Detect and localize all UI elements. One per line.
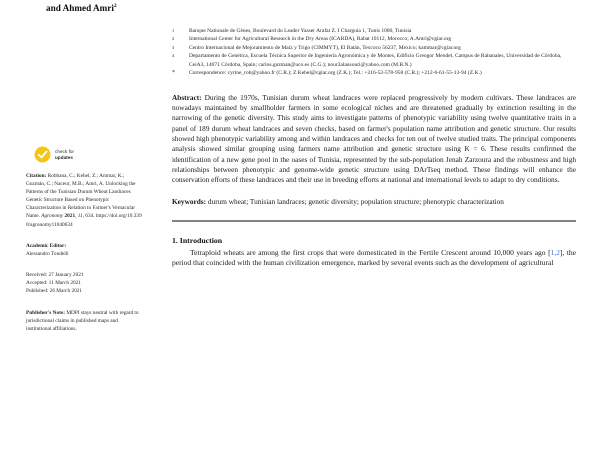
abstract-text: During the 1970s, Tunisian durum wheat landraces were replaced progressively by modern cultivars. These landraces are nowadays maintained by smallholder farmers in some ecological niches and are threatened gradually by extinction resulting in the narrowing of the genetic diversity. This study aims to investigate patterns of phenotypic variability using twelve quantitative traits in a panel of 189 durum wheat landraces and seven checks, based on farmer's population name attribution and genetic structure. Our results showed high phenotypic variability among and within landraces and checks for ten out of twelve studied traits. The principal components analysis showed similar grouping using farmers name attribution and genetic structure using K = 6. These results confirmed the identification of a new gene pool in the oases of Tunisia, represented by the sub-population Jenah Zarzoura and the robustness and high relationships between phenotypic and genome-wide genetic structure using DArTseq method. These findings will enhance the conservation efforts of these landraces and their use in breeding efforts at national and international levels to adapt to dry conditions. — [172, 92, 576, 185]
section-divider — [172, 220, 576, 222]
publication-dates-block — [26, 271, 144, 295]
author-affiliation-marker: 2 — [113, 3, 117, 9]
affiliations-list — [172, 27, 576, 78]
citation-year: 2021 — [63, 213, 76, 220]
affiliation-marker: 1 — [172, 28, 175, 33]
published-date: Published: 26 March 2021 — [26, 288, 83, 295]
academic-editor-block — [26, 242, 144, 258]
check-for-updates-badge[interactable] — [34, 146, 144, 163]
affiliation-item — [172, 35, 576, 43]
abstract-section — [172, 93, 576, 186]
updates-line-1: check for — [55, 149, 75, 155]
keywords-label: Keywords: — [172, 196, 207, 206]
publisher-note-text: MDPI stays neutral with regard to jurisdictional claims in published maps and institutional affiliations. — [26, 310, 139, 333]
correspondence-item — [172, 69, 576, 77]
sidebar — [26, 0, 144, 333]
affiliation-marker: 2 — [172, 36, 175, 42]
affiliation-text: International Center for Agricultural Research in the Dry Areas (ICARDA), Rabat 10112, Morocco; A.Amri@cgiar.org — [189, 36, 452, 43]
check-circle-icon — [34, 146, 51, 163]
correspondence-text: Correspondence: cyrine_rob@yahoo.fr (C.R.); Z.Kehel@cgiar.org (Z.K.); Tel.: +216-52-578-958 (C.R.); +212-6-61-55-13-94 (Z.K.) — [189, 70, 482, 77]
check-for-updates-label — [55, 149, 74, 160]
intro-text-before-citation: Tetraploid wheats are among the first crops that were domesticated in the Fertile Crescent around 10,000 years ago [ — [190, 247, 551, 257]
affiliation-text: Banque Nationale de Gènes, Boulevard du Leader Yasser Arafat Z. I Charguia 1, Tunis 1080, Tunisia — [189, 28, 412, 34]
citation-authors: Robbana, C.; Kehel, Z.; Ammar, K.; Guzmán, C.; Naceur, M.B.; Amri, A. Unlocking the Patterns of the Tunisian Durum Wheat Landraces Genetic Structure Based on Phenotypic Characterization in Relation to Farmer's Vernacular Name. — [26, 173, 136, 220]
affiliation-item — [172, 27, 576, 35]
citation-block — [26, 172, 144, 229]
author-name: and Ahmed Amri — [46, 3, 114, 14]
citation-pages: , 634. — [82, 213, 95, 220]
publisher-note-block — [26, 309, 144, 333]
keywords-section — [172, 197, 576, 207]
affiliation-item — [172, 44, 576, 52]
citation-label: Citation: — [26, 173, 47, 179]
correspondence-marker: * — [172, 70, 175, 77]
affiliation-text: Centro Internacional de Mejoramiento de Maíz y Trigo (CIMMYT), El Batán, Texcoco 56237, Mexico; kammar@cgiar.org — [189, 44, 461, 51]
affiliation-marker: 3 — [172, 44, 175, 50]
citation-volume: , 11 — [75, 213, 83, 220]
intro-text-after-citation: ], the period that coincided with the human civilization emergence, marked by several events such as the development of agricultural — [172, 247, 576, 268]
academic-editor-label: Academic Editor: — [26, 242, 67, 249]
updates-line-2: updates — [55, 154, 73, 160]
affiliation-marker: 4 — [172, 53, 175, 59]
abstract-label: Abstract: — [172, 92, 202, 102]
affiliation-item — [172, 52, 576, 69]
publisher-note-label: Publisher's Note: — [26, 310, 65, 317]
citation-reference-link[interactable]: 1,2 — [550, 247, 560, 257]
introduction-paragraph — [172, 248, 576, 269]
main-column — [172, 0, 576, 269]
received-date: Received: 27 January 2021 — [26, 271, 84, 278]
accepted-date: Accepted: 11 March 2021 — [26, 279, 81, 286]
affiliation-text: Departamento de Genética, Escuela Técnica Superior de Ingeniería Agronómica y de Montes, Edificio Greogor Mendel, Campus de Rabanales, Universidad de Córdoba, CeiA3, 14071 Córdoba, Spain; carlos.guzman@uco.es (C.G.); nour3alansouri@yahoo.com (M.B.N.) — [189, 53, 562, 68]
academic-editor-name: Alessandro Tondelli — [26, 250, 69, 257]
citation-doi-link[interactable]: https://doi.org/10.3390/agronomy11040634 — [26, 213, 142, 228]
keywords-text: durum wheat; Tunisian landraces; genetic diversity; population structure; phenotypic characterization — [207, 196, 504, 206]
introduction-heading: 1. Introduction — [172, 235, 223, 245]
citation-journal: Agronomy — [41, 213, 64, 220]
